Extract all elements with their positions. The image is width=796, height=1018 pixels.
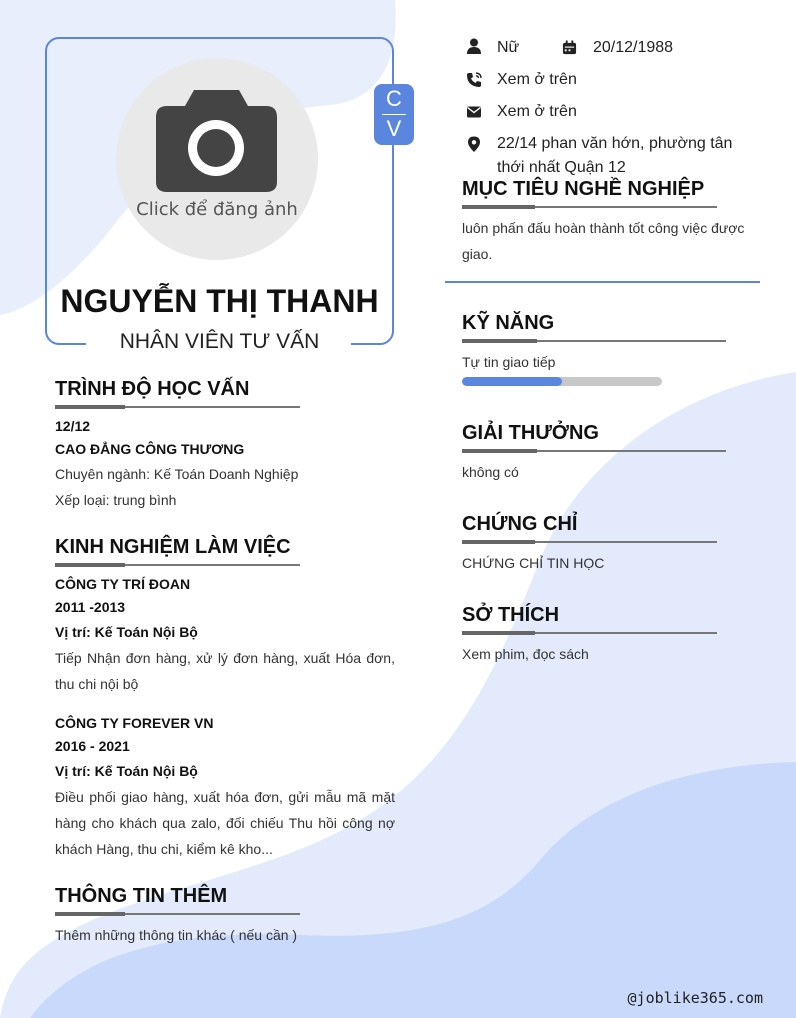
experience-heading: KINH NGHIỆM LÀM VIỆC xyxy=(55,536,291,558)
phone-icon xyxy=(466,72,482,88)
job-period[interactable]: 2016 - 2021 xyxy=(55,738,130,754)
job-company[interactable]: CÔNG TY FOREVER VN xyxy=(55,715,214,731)
birthday-value[interactable]: 20/12/1988 xyxy=(593,39,674,56)
job-position[interactable]: Vị trí: Kế Toán Nội Bộ xyxy=(55,624,198,640)
awards-underline xyxy=(462,450,726,452)
job-description[interactable]: Điều phối giao hàng, xuất hóa đơn, gửi mẫu mã mặt hàng cho khách qua zalo, đối chiếu Thu hồi công nợ khách Hàng, thu chi, kiểm kê kho... xyxy=(55,789,395,857)
hobbies-underline xyxy=(462,632,717,634)
job-period[interactable]: 2011 -2013 xyxy=(55,599,126,615)
education-major[interactable]: Chuyên ngành: Kế Toán Doanh Nghiệp xyxy=(55,466,299,482)
hobbies-heading: SỞ THÍCH xyxy=(462,604,560,626)
skills-heading: KỸ NĂNG xyxy=(462,312,555,334)
cv-badge-bottom: V xyxy=(386,116,402,141)
candidate-name[interactable]: NGUYỄN THỊ THANH xyxy=(60,283,379,319)
location-pin-icon xyxy=(466,136,482,152)
job-position[interactable]: Vị trí: Kế Toán Nội Bộ xyxy=(55,763,198,779)
section-divider xyxy=(445,281,760,283)
job-company[interactable]: CÔNG TY TRÍ ĐOAN xyxy=(55,576,191,592)
objective-underline xyxy=(462,206,717,208)
education-period[interactable]: 12/12 xyxy=(55,418,91,434)
awards-text[interactable]: không có xyxy=(462,464,519,480)
address-line-2[interactable]: thới nhất Quận 12 xyxy=(497,159,626,176)
envelope-icon xyxy=(466,104,482,120)
objective-heading: MỤC TIÊU NGHỀ NGHIỆP xyxy=(462,178,705,200)
education-heading: TRÌNH ĐỘ HỌC VẤN xyxy=(55,378,250,400)
education-rank[interactable]: Xếp loại: trung bình xyxy=(55,492,177,508)
skill-level-fill xyxy=(462,377,562,386)
hobbies-text[interactable]: Xem phim, đọc sách xyxy=(462,646,589,662)
gender-value[interactable]: Nữ xyxy=(497,39,520,56)
extra-info-heading: THÔNG TIN THÊM xyxy=(55,885,228,907)
camera-icon[interactable] xyxy=(156,86,277,192)
education-underline xyxy=(55,406,300,408)
extra-info-text[interactable]: Thêm những thông tin khác ( nếu cần ) xyxy=(55,927,298,943)
email-value[interactable]: Xem ở trên xyxy=(497,103,577,120)
person-icon xyxy=(466,38,482,54)
extra-info-underline xyxy=(55,913,300,915)
certificates-underline xyxy=(462,541,717,543)
footer-credit: @joblike365.com xyxy=(627,989,763,1007)
candidate-job-title[interactable]: NHÂN VIÊN TƯ VẤN xyxy=(119,330,320,353)
photo-upload-caption[interactable]: Click để đăng ảnh xyxy=(136,199,298,220)
phone-value[interactable]: Xem ở trên xyxy=(497,71,577,88)
cv-badge xyxy=(374,84,414,145)
skill-level-bar[interactable] xyxy=(462,377,662,386)
skills-underline xyxy=(462,340,726,342)
cv-badge-top: C xyxy=(386,86,402,111)
job-description[interactable]: Tiếp Nhận đơn hàng, xử lý đơn hàng, xuất Hóa đơn, thu chi nội bộ xyxy=(55,650,395,692)
objective-text[interactable]: luôn phấn đấu hoàn thành tốt công việc được giao. xyxy=(462,220,745,262)
education-school[interactable]: CAO ĐẲNG CÔNG THƯƠNG xyxy=(55,441,245,457)
address-line-1[interactable]: 22/14 phan văn hớn, phường tân xyxy=(497,135,733,152)
experience-underline xyxy=(55,564,300,566)
awards-heading: GIẢI THƯỞNG xyxy=(462,422,599,444)
certificates-text[interactable]: CHỨNG CHỈ TIN HỌC xyxy=(462,555,605,571)
calendar-icon xyxy=(562,40,577,55)
certificates-heading: CHỨNG CHỈ xyxy=(462,513,578,535)
skill-name[interactable]: Tự tin giao tiếp xyxy=(462,354,556,370)
